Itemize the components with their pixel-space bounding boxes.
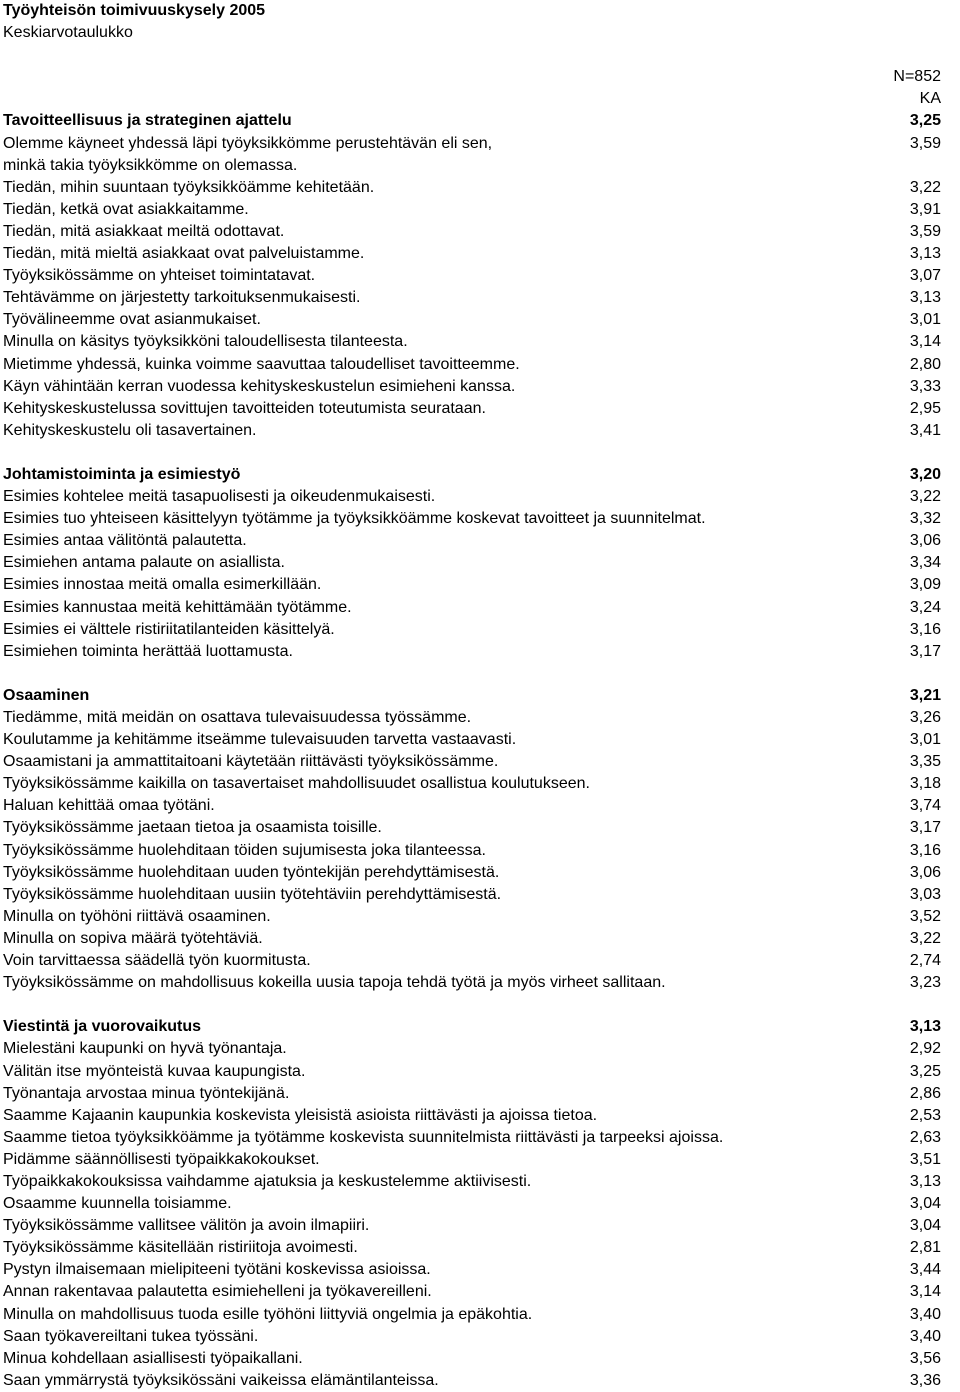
section-heading-row: [3, 110, 941, 132]
item-label: Pidämme säännöllisesti työpaikkakokoukset.: [3, 1150, 320, 1168]
item-value: 2,81: [909, 1239, 941, 1257]
column-header-ka: KA: [919, 90, 941, 108]
item-value: 3,56: [909, 1349, 941, 1367]
item-value: 3,04: [909, 1217, 941, 1235]
item-label: Esimies kohtelee meitä tasapuolisesti ja oikeudenmukaisesti.: [3, 488, 436, 506]
table-row: [3, 597, 941, 619]
item-label: Työpaikkakokouksissa vaihdamme ajatuksia ja keskustelemme aktiivisesti.: [3, 1172, 532, 1190]
table-row: [3, 950, 941, 972]
item-value: 3,32: [909, 510, 941, 528]
report-subtitle: Keskiarvotaulukko: [3, 24, 133, 42]
item-value: 3,07: [909, 267, 941, 285]
table-row: [3, 906, 941, 928]
section-average: 3,13: [909, 1018, 941, 1036]
table-row: [3, 221, 941, 243]
item-value: 3,14: [909, 333, 941, 351]
table-row: [3, 243, 941, 265]
item-value: 3,14: [909, 1283, 941, 1301]
table-row: [3, 354, 941, 376]
item-value: 3,04: [909, 1195, 941, 1213]
table-row: [3, 265, 941, 287]
table-row: [3, 972, 941, 994]
item-value: 2,86: [909, 1084, 941, 1102]
item-value: 2,63: [909, 1128, 941, 1146]
table-row: [3, 1281, 941, 1303]
table-row: [3, 1304, 941, 1326]
item-label: Kehityskeskustelu oli tasavertainen.: [3, 421, 257, 439]
item-value: 3,52: [909, 907, 941, 925]
table-row: [3, 133, 941, 155]
table-row: [3, 795, 941, 817]
item-value: 3,13: [909, 1172, 941, 1190]
table-row: [3, 199, 941, 221]
item-label: Työyksikössämme huolehditaan töiden sujumisesta joka tilanteessa.: [3, 841, 486, 859]
item-label: Osaamistani ja ammattitaitoani käytetään riittävästi työyksikössämme.: [3, 753, 499, 771]
item-label: Työyksikössämme on yhteiset toimintatavat.: [3, 267, 316, 285]
item-label: Työyksikössämme vallitsee välitön ja avoin ilmapiiri.: [3, 1217, 370, 1235]
item-value: 3,01: [909, 731, 941, 749]
table-row: [3, 884, 941, 906]
table-row: [3, 309, 941, 331]
table-row: [3, 1215, 941, 1237]
item-value: 3,06: [909, 532, 941, 550]
table-row: [3, 508, 941, 530]
section-heading-row: [3, 1016, 941, 1038]
section-spacer: [3, 442, 941, 464]
table-row: [3, 817, 941, 839]
table-row: [3, 928, 941, 950]
report-subtitle-row: [3, 22, 941, 44]
table-row: [3, 619, 941, 641]
item-value: 3,59: [909, 134, 941, 152]
item-label: Kehityskeskustelussa sovittujen tavoitteiden toteutumista seurataan.: [3, 399, 486, 417]
table-row: [3, 155, 941, 177]
item-value: 3,44: [909, 1261, 941, 1279]
item-label: Mietimme yhdessä, kuinka voimme saavuttaa taloudelliset tavoitteemme.: [3, 355, 520, 373]
item-value: 3,13: [909, 245, 941, 263]
item-value: 3,01: [909, 311, 941, 329]
item-label: Saamme tietoa työyksikköämme ja työtämme koskevista suunnitelmista riittävästi ja tarpeeksi ajoissa.: [3, 1128, 724, 1146]
item-value: 3,23: [909, 974, 941, 992]
item-label: Saan ymmärrystä työyksikössäni vaikeissa elämäntilanteissa.: [3, 1371, 439, 1389]
item-value: 3,16: [909, 620, 941, 638]
item-value: 3,40: [909, 1327, 941, 1345]
item-value: 3,03: [909, 885, 941, 903]
item-value: 3,40: [909, 1305, 941, 1323]
item-value: 3,13: [909, 289, 941, 307]
table-row: [3, 1237, 941, 1259]
item-label: Minulla on työhöni riittävä osaaminen.: [3, 907, 271, 925]
item-value: 3,35: [909, 753, 941, 771]
table-row: [3, 552, 941, 574]
table-row: [3, 707, 941, 729]
item-label: Työnantaja arvostaa minua työntekijänä.: [3, 1084, 290, 1102]
item-value: 2,92: [909, 1040, 941, 1058]
item-value: 3,74: [909, 797, 941, 815]
table-row: [3, 1105, 941, 1127]
item-label: minkä takia työyksikkömme on olemassa.: [3, 156, 298, 174]
section-title: Johtamistoiminta ja esimiestyö: [3, 465, 241, 483]
item-label: Työyksikössämme huolehditaan uusiin työtehtäviin perehdyttämisestä.: [3, 885, 502, 903]
item-label: Työvälineemme ovat asianmukaiset.: [3, 311, 261, 329]
report-title: Työyhteisön toimivuuskysely 2005: [3, 2, 266, 19]
section-title: Tavoitteellisuus ja strateginen ajattelu: [3, 112, 292, 130]
item-label: Esimies kannustaa meitä kehittämään työtämme.: [3, 598, 352, 616]
item-label: Tiedän, ketkä ovat asiakkaitamme.: [3, 200, 249, 218]
item-value: 3,22: [909, 178, 941, 196]
item-label: Olemme käyneet yhdessä läpi työyksikkömme perustehtävän eli sen,: [3, 134, 493, 152]
item-value: 3,17: [909, 819, 941, 837]
table-row: [3, 1038, 941, 1060]
item-value: 3,17: [909, 642, 941, 660]
item-label: Osaamme kuunnella toisiamme.: [3, 1195, 232, 1213]
report-title-row: [3, 0, 941, 22]
table-row: [3, 773, 941, 795]
item-value: 3,18: [909, 775, 941, 793]
item-label: Esimiehen toiminta herättää luottamusta.: [3, 642, 293, 660]
section-title: Viestintä ja vuorovaikutus: [3, 1018, 201, 1036]
item-value: 3,06: [909, 863, 941, 881]
item-value: 2,80: [909, 355, 941, 373]
table-row: [3, 420, 941, 442]
section-title: Osaaminen: [3, 686, 90, 704]
item-label: Tiedän, mitä mieltä asiakkaat ovat palveluistamme.: [3, 245, 365, 263]
section-spacer: [3, 663, 941, 685]
table-row: [3, 641, 941, 663]
table-row: [3, 729, 941, 751]
table-row: [3, 486, 941, 508]
table-row: [3, 1326, 941, 1348]
item-value: 3,16: [909, 841, 941, 859]
item-label: Esimiehen antama palaute on asiallista.: [3, 554, 285, 572]
item-value: 3,22: [909, 488, 941, 506]
item-label: Välitän itse myönteistä kuvaa kaupungista.: [3, 1062, 306, 1080]
item-label: Saamme Kajaanin kaupunkia koskevista yleisistä asioista riittävästi ja ajoissa tietoa.: [3, 1106, 598, 1124]
table-row: [3, 1259, 941, 1281]
item-label: Työyksikössämme on mahdollisuus kokeilla uusia tapoja tehdä työtä ja myös virheet sallitaan.: [3, 974, 666, 992]
item-label: Haluan kehittää omaa työtäni.: [3, 797, 215, 815]
item-label: Minulla on sopiva määrä työtehtäviä.: [3, 929, 263, 947]
table-row: [3, 177, 941, 199]
item-label: Työyksikössämme jaetaan tietoa ja osaamista toisille.: [3, 819, 382, 837]
table-row: [3, 1171, 941, 1193]
n-count: N=852: [893, 68, 941, 86]
table-row: [3, 398, 941, 420]
table-row: [3, 287, 941, 309]
table-row: [3, 1061, 941, 1083]
item-value: 3,34: [909, 554, 941, 572]
spacer: [3, 44, 941, 66]
item-value: 3,24: [909, 598, 941, 616]
item-value: 3,22: [909, 929, 941, 947]
table-row: [3, 862, 941, 884]
item-value: 3,41: [909, 421, 941, 439]
item-label: Minua kohdellaan asiallisesti työpaikallani.: [3, 1349, 303, 1367]
item-label: Esimies ei välttele ristiriitatilanteiden käsittelyä.: [3, 620, 335, 638]
table-row: [3, 840, 941, 862]
item-value: 2,74: [909, 952, 941, 970]
item-label: Työyksikössämme kaikilla on tasavertaiset mahdollisuudet osallistua koulutukseen.: [3, 775, 590, 793]
item-label: Mielestäni kaupunki on hyvä työnantaja.: [3, 1040, 287, 1058]
section-average: 3,25: [909, 112, 941, 130]
section-average: 3,21: [909, 686, 941, 704]
item-label: Käyn vähintään kerran vuodessa kehityskeskustelun esimieheni kanssa.: [3, 377, 516, 395]
item-label: Esimies tuo yhteiseen käsittelyyn työtämme ja työyksikköämme koskevat tavoitteet ja suunnitelmat.: [3, 510, 706, 528]
table-row: [3, 574, 941, 596]
item-value: 2,53: [909, 1106, 941, 1124]
item-value: 3,91: [909, 200, 941, 218]
section-average: 3,20: [909, 465, 941, 483]
sections-container: [3, 110, 941, 1391]
table-row: [3, 1149, 941, 1171]
item-label: Minulla on käsitys työyksikköni taloudellisesta tilanteesta.: [3, 333, 408, 351]
item-label: Voin tarvittaessa säädellä työn kuormitusta.: [3, 952, 311, 970]
item-label: Tiedän, mihin suuntaan työyksikköämme kehitetään.: [3, 178, 375, 196]
item-value: 2,95: [909, 399, 941, 417]
item-label: Tiedän, mitä asiakkaat meiltä odottavat.: [3, 222, 285, 240]
table-row: [3, 751, 941, 773]
item-label: Esimies innostaa meitä omalla esimerkillään.: [3, 576, 322, 594]
item-label: Esimies antaa välitöntä palautetta.: [3, 532, 247, 550]
table-row: [3, 530, 941, 552]
item-label: Tehtävämme on järjestetty tarkoituksenmukaisesti.: [3, 289, 361, 307]
table-row: [3, 331, 941, 353]
table-row: [3, 1348, 941, 1370]
table-row: [3, 1370, 941, 1392]
item-label: Työyksikössämme huolehditaan uuden työntekijän perehdyttämisestä.: [3, 863, 500, 881]
item-label: Tiedämme, mitä meidän on osattava tulevaisuudessa työssämme.: [3, 709, 472, 726]
section-spacer: [3, 994, 941, 1016]
table-row: [3, 376, 941, 398]
section-heading-row: [3, 685, 941, 707]
item-label: Saan työkavereiltani tukea työssäni.: [3, 1327, 259, 1345]
document: [3, 0, 941, 1392]
item-value: 3,51: [909, 1150, 941, 1168]
item-value: 3,25: [909, 1062, 941, 1080]
table-row: [3, 1193, 941, 1215]
item-value: 3,33: [909, 377, 941, 395]
item-label: Minulla on mahdollisuus tuoda esille työhöni liittyviä ongelmia ja epäkohtia.: [3, 1305, 533, 1323]
section-heading-row: [3, 464, 941, 486]
item-label: Työyksikössämme käsitellään ristiriitoja avoimesti.: [3, 1239, 358, 1257]
item-label: Pystyn ilmaisemaan mielipiteeni työtäni koskevissa asioissa.: [3, 1261, 431, 1279]
item-value: 3,26: [909, 709, 941, 726]
item-value: 3,09: [909, 576, 941, 594]
item-value: 3,36: [909, 1371, 941, 1389]
item-value: 3,59: [909, 222, 941, 240]
table-row: [3, 1083, 941, 1105]
item-label: Annan rakentavaa palautetta esimiehelleni ja työkavereilleni.: [3, 1283, 432, 1301]
item-label: Koulutamme ja kehitämme itseämme tulevaisuuden tarvetta vastaavasti.: [3, 731, 517, 749]
table-row: [3, 1127, 941, 1149]
